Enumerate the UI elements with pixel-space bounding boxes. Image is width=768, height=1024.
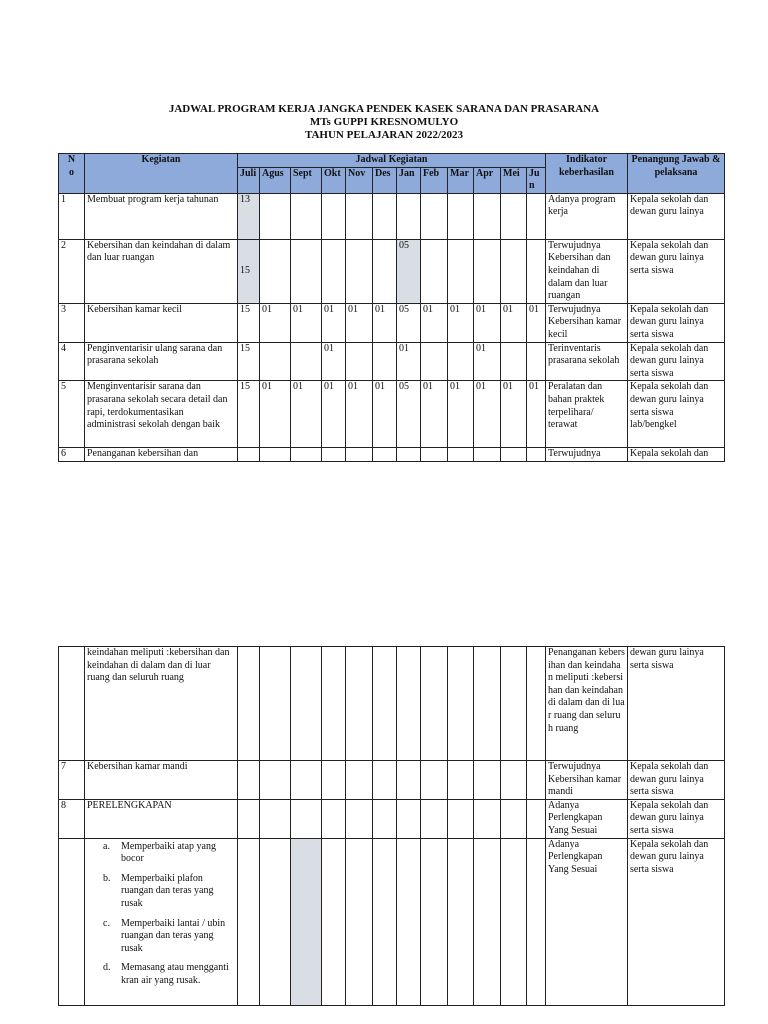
activity-cell: Membuat program kerja tahunan <box>85 193 238 239</box>
indicator-cell: Adanya Perlengkapan Yang Sesuai <box>546 799 628 838</box>
schedule-cell <box>421 838 448 1005</box>
schedule-cell <box>527 799 546 838</box>
header-month: Jan <box>397 167 421 193</box>
schedule-cell <box>238 647 260 761</box>
schedule-cell <box>373 239 397 303</box>
header-kegiatan: Kegiatan <box>85 154 238 194</box>
schedule-cell <box>260 799 291 838</box>
schedule-cell <box>527 761 546 800</box>
schedule-cell <box>474 647 501 761</box>
schedule-cell <box>421 799 448 838</box>
activity-cell <box>85 838 238 1005</box>
schedule-cell <box>474 193 501 239</box>
sub-item-text: Memperbaiki lantai / ubin ruangan dan teras yang rusak <box>121 917 226 954</box>
schedule-cell <box>291 193 322 239</box>
sub-item-marker: b. <box>103 872 111 884</box>
header-month: Apr <box>474 167 501 193</box>
schedule-cell <box>346 342 373 381</box>
responsible-cell: Kepala sekolah dan dewan guru lainya serta siswa <box>628 342 725 381</box>
schedule-cell: 01 <box>474 381 501 448</box>
schedule-cell <box>448 838 474 1005</box>
table-row <box>59 448 725 462</box>
schedule-cell: 01 <box>322 381 346 448</box>
schedule-cell <box>474 799 501 838</box>
header-month: Agus <box>260 167 291 193</box>
responsible-cell: Kepala sekolah dan dewan guru lainya serta siswa <box>628 838 725 1005</box>
schedule-cell <box>397 647 421 761</box>
schedule-cell <box>501 239 527 303</box>
schedule-cell: 01 <box>260 303 291 342</box>
schedule-table-page-1 <box>58 153 725 462</box>
schedule-cell <box>346 448 373 462</box>
schedule-cell <box>238 448 260 462</box>
sub-item-marker: a. <box>103 840 110 852</box>
schedule-cell: 01 <box>291 381 322 448</box>
row-number <box>59 647 85 761</box>
table-row <box>59 647 725 761</box>
sub-item <box>103 872 235 911</box>
schedule-cell <box>397 448 421 462</box>
schedule-cell <box>322 448 346 462</box>
schedule-cell <box>373 799 397 838</box>
table-row <box>59 799 725 838</box>
schedule-cell: 13 <box>238 193 260 239</box>
schedule-cell <box>448 761 474 800</box>
document-title <box>0 103 768 142</box>
activity-cell: Kebersihan dan keindahan di dalam dan luar ruangan <box>85 239 238 303</box>
schedule-cell <box>448 647 474 761</box>
sub-item <box>103 962 235 987</box>
schedule-cell <box>448 193 474 239</box>
schedule-cell <box>373 761 397 800</box>
activity-cell: PERELENGKAPAN <box>85 799 238 838</box>
schedule-cell <box>501 647 527 761</box>
schedule-cell <box>397 838 421 1005</box>
schedule-cell <box>322 239 346 303</box>
responsible-cell: dewan guru lainya serta siswa <box>628 647 725 761</box>
schedule-cell <box>373 448 397 462</box>
table-row <box>59 303 725 342</box>
schedule-cell <box>527 239 546 303</box>
schedule-cell <box>527 838 546 1005</box>
schedule-cell <box>238 799 260 838</box>
schedule-cell <box>260 342 291 381</box>
schedule-cell <box>322 838 346 1005</box>
indicator-cell: Adanya program kerja <box>546 193 628 239</box>
schedule-cell <box>346 239 373 303</box>
schedule-cell <box>421 761 448 800</box>
schedule-cell: 01 <box>501 381 527 448</box>
row-number: 6 <box>59 448 85 462</box>
schedule-cell: 01 <box>291 303 322 342</box>
indicator-cell: Terwujudnya Kebersihan kamar kecil <box>546 303 628 342</box>
schedule-cell <box>448 239 474 303</box>
sub-item <box>103 840 235 866</box>
responsible-cell: Kepala sekolah dan <box>628 448 725 462</box>
schedule-cell: 05 <box>397 381 421 448</box>
responsible-cell: Kepala sekolah dan dewan guru lainya serta siswa <box>628 761 725 800</box>
activity-cell: keindahan meliputi :kebersihan dan keindahan di dalam dan di luar ruang dan seluruh ruang <box>85 647 238 761</box>
title-line-2: MTs GUPPI KRESNOMULYO <box>309 116 459 128</box>
schedule-cell <box>346 193 373 239</box>
schedule-cell <box>448 799 474 838</box>
table-row <box>59 381 725 448</box>
activity-cell: Kebersihan kamar mandi <box>85 761 238 800</box>
header-no: No <box>59 154 85 194</box>
schedule-cell <box>421 647 448 761</box>
header-penanggung: Penangung Jawab & pelaksana <box>628 154 725 194</box>
header-month: Feb <box>421 167 448 193</box>
schedule-cell: 01 <box>346 303 373 342</box>
header-month: Mar <box>448 167 474 193</box>
schedule-cell <box>291 448 322 462</box>
schedule-cell <box>322 647 346 761</box>
sub-item-marker: d. <box>103 962 111 974</box>
title-line-1: JADWAL PROGRAM KERJA JANGKA PENDEK KASEK SARANA DAN PRASARANA <box>168 103 600 115</box>
schedule-cell <box>291 647 322 761</box>
schedule-cell <box>346 761 373 800</box>
schedule-cell <box>291 239 322 303</box>
schedule-cell <box>501 448 527 462</box>
row-number: 3 <box>59 303 85 342</box>
schedule-cell <box>322 761 346 800</box>
schedule-cell <box>527 342 546 381</box>
schedule-cell <box>346 799 373 838</box>
title-line-3: TAHUN PELAJARAN 2022/2023 <box>304 129 464 141</box>
schedule-cell <box>397 193 421 239</box>
schedule-cell: 15 <box>238 303 260 342</box>
schedule-cell <box>238 838 260 1005</box>
schedule-cell <box>373 193 397 239</box>
header-month: Mei <box>501 167 527 193</box>
schedule-cell <box>448 448 474 462</box>
schedule-cell <box>397 799 421 838</box>
row-number: 1 <box>59 193 85 239</box>
schedule-cell <box>373 647 397 761</box>
schedule-cell: 01 <box>421 381 448 448</box>
schedule-cell <box>501 193 527 239</box>
table-row <box>59 342 725 381</box>
schedule-cell: 01 <box>448 381 474 448</box>
table-row <box>59 838 725 1005</box>
schedule-cell <box>260 239 291 303</box>
schedule-cell <box>373 342 397 381</box>
header-month: Des <box>373 167 397 193</box>
schedule-cell <box>322 799 346 838</box>
table-row <box>59 193 725 239</box>
schedule-cell <box>527 647 546 761</box>
schedule-cell: 01 <box>322 303 346 342</box>
schedule-cell: 15 <box>238 342 260 381</box>
schedule-cell <box>501 838 527 1005</box>
schedule-cell <box>448 342 474 381</box>
responsible-cell: Kepala sekolah dan dewan guru lainya serta siswa lab/bengkel <box>628 381 725 448</box>
activity-cell: Menginventarisir sarana dan prasarana sekolah secara detail dan rapi, terdokumentasikan administrasi sekolah dengan baik <box>85 381 238 448</box>
responsible-cell: Kepala sekolah dan dewan guru lainya serta siswa <box>628 303 725 342</box>
sub-item <box>103 917 235 956</box>
schedule-cell <box>421 193 448 239</box>
schedule-cell <box>501 761 527 800</box>
schedule-cell: 01 <box>260 381 291 448</box>
schedule-cell <box>291 838 322 1005</box>
indicator-cell: Terwujudnya Kebersihan kamar mandi <box>546 761 628 800</box>
schedule-cell: 15 <box>238 239 260 303</box>
responsible-cell: Kepala sekolah dan dewan guru lainya serta siswa <box>628 799 725 838</box>
responsible-cell: Kepala sekolah dan dewan guru lainya <box>628 193 725 239</box>
header-indikator: Indikator keberhasilan <box>546 154 628 194</box>
header-month: Sept <box>291 167 322 193</box>
schedule-cell <box>421 239 448 303</box>
indicator-cell: Terwujudnya <box>546 448 628 462</box>
header-jadwal: Jadwal Kegiatan <box>238 154 546 168</box>
schedule-cell <box>474 761 501 800</box>
table-row <box>59 239 725 303</box>
schedule-cell: 01 <box>474 303 501 342</box>
schedule-cell <box>527 193 546 239</box>
sub-item-text: Memperbaiki atap yang bocor <box>121 840 216 865</box>
activity-cell: Penanganan kebersihan dan <box>85 448 238 462</box>
row-number <box>59 838 85 1005</box>
schedule-cell <box>346 647 373 761</box>
header-month: Jun <box>527 167 546 193</box>
schedule-cell <box>291 761 322 800</box>
schedule-cell: 15 <box>238 381 260 448</box>
schedule-cell: 05 <box>397 303 421 342</box>
schedule-cell <box>474 239 501 303</box>
schedule-cell <box>291 342 322 381</box>
schedule-cell <box>373 838 397 1005</box>
row-number: 7 <box>59 761 85 800</box>
activity-cell: Kebersihan kamar kecil <box>85 303 238 342</box>
schedule-table-page-2 <box>58 646 725 1006</box>
schedule-cell <box>291 799 322 838</box>
table-row <box>59 761 725 800</box>
schedule-cell: 01 <box>373 303 397 342</box>
schedule-cell <box>346 838 373 1005</box>
schedule-cell <box>501 342 527 381</box>
sub-item-list <box>87 841 235 988</box>
indicator-cell: Adanya Perlengkapan Yang Sesuai <box>546 838 628 1005</box>
schedule-cell <box>260 647 291 761</box>
schedule-cell: 01 <box>527 381 546 448</box>
schedule-cell <box>397 761 421 800</box>
schedule-cell <box>260 193 291 239</box>
schedule-cell: 01 <box>322 342 346 381</box>
sub-item-text: Memasang atau mengganti kran air yang rusak. <box>121 962 229 986</box>
row-number: 8 <box>59 799 85 838</box>
activity-cell: Penginventarisir ulang sarana dan prasarana sekolah <box>85 342 238 381</box>
schedule-cell <box>322 193 346 239</box>
schedule-cell <box>421 448 448 462</box>
responsible-cell: Kepala sekolah dan dewan guru lainya serta siswa <box>628 239 725 303</box>
schedule-cell <box>238 761 260 800</box>
schedule-cell: 01 <box>527 303 546 342</box>
schedule-cell <box>260 448 291 462</box>
schedule-cell <box>501 799 527 838</box>
header-month: Okt <box>322 167 346 193</box>
schedule-cell <box>260 838 291 1005</box>
schedule-cell: 01 <box>501 303 527 342</box>
schedule-cell <box>474 448 501 462</box>
indicator-cell: Penanganan kebersihan dan keindahan meliputi :kebersihan dan keindahan di dalam dan di luar ruang dan seluruh ruang <box>546 647 628 761</box>
schedule-cell: 01 <box>346 381 373 448</box>
schedule-cell: 01 <box>397 342 421 381</box>
schedule-cell <box>421 342 448 381</box>
sub-item-text: Memperbaiki plafon ruangan dan teras yang rusak <box>121 872 214 909</box>
schedule-cell: 01 <box>474 342 501 381</box>
row-number: 2 <box>59 239 85 303</box>
indicator-cell: Peralatan dan bahan praktek terpelihara/ terawat <box>546 381 628 448</box>
schedule-cell <box>474 838 501 1005</box>
schedule-cell: 01 <box>448 303 474 342</box>
indicator-cell: Terwujudnya Kebersihan dan keindahan di dalam dan luar ruangan <box>546 239 628 303</box>
schedule-cell: 05 <box>397 239 421 303</box>
schedule-cell: 01 <box>373 381 397 448</box>
schedule-cell: 01 <box>421 303 448 342</box>
row-number: 5 <box>59 381 85 448</box>
header-month: Nov <box>346 167 373 193</box>
indicator-cell: Terinventaris prasarana sekolah <box>546 342 628 381</box>
row-number: 4 <box>59 342 85 381</box>
schedule-cell <box>527 448 546 462</box>
header-month: Juli <box>238 167 260 193</box>
schedule-cell <box>260 761 291 800</box>
sub-item-marker: c. <box>103 917 110 929</box>
